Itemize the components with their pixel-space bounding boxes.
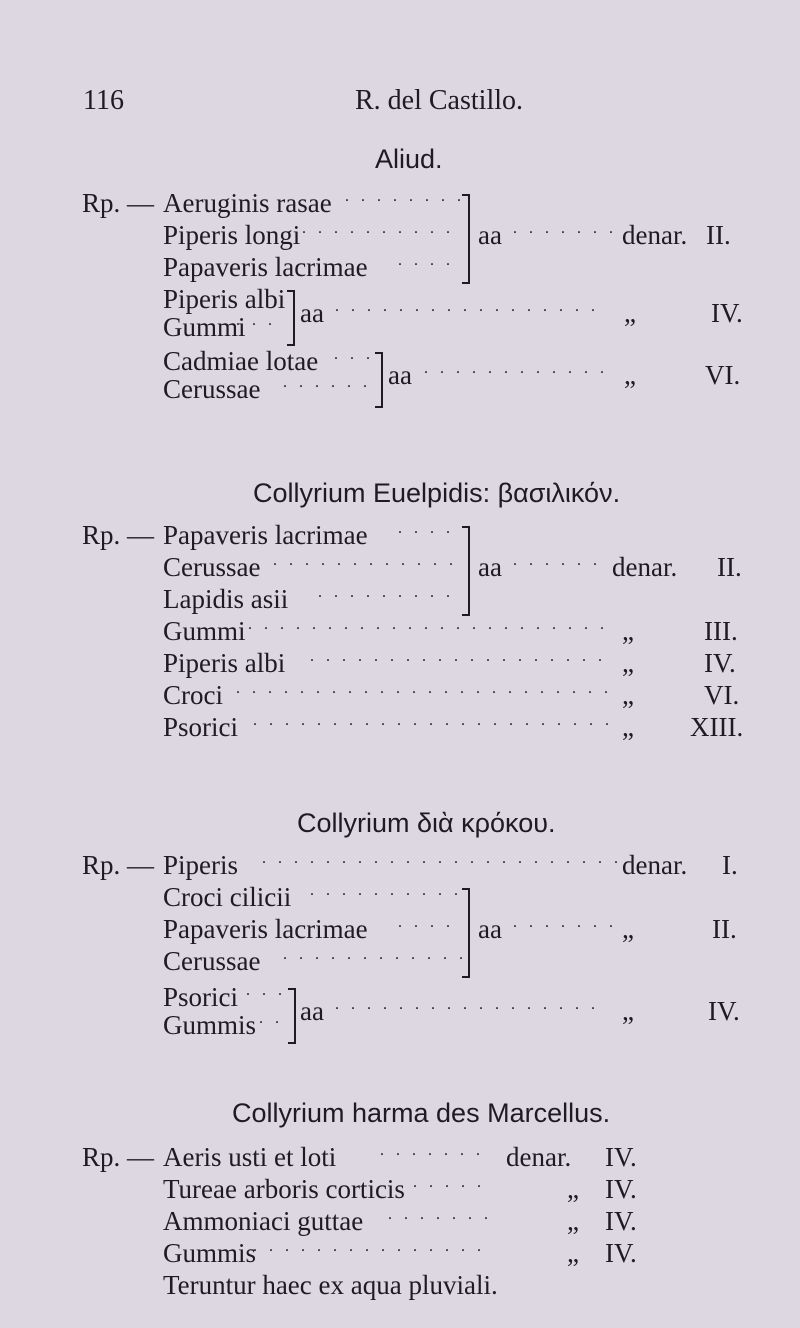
aa-marker: aa [478,552,502,582]
leader-dots [236,680,610,710]
dose-amount: XIII. [690,712,744,742]
aa-marker: aa [300,298,324,328]
ingredient-name: Gummis [163,1238,257,1268]
dose-amount: IV. [605,1142,637,1172]
ingredient-name: Cerussae [163,552,261,582]
dose-amount: II. [712,914,737,944]
ingredient-name: Psorici [163,982,239,1012]
leader-dots [283,374,373,404]
dose-amount: IV. [605,1174,637,1204]
ingredient-name: Piperis albi [163,284,286,314]
dose-amount: I. [722,850,738,880]
dose-amount: IV. [711,298,743,328]
leader-dots [335,996,607,1026]
leader-dots [246,982,286,1012]
dose-unit: „ [622,680,634,710]
leader-dots [380,1142,490,1172]
recipe-prefix: Rp. — [82,188,155,218]
dose-amount: VI. [704,680,740,710]
dose-unit: „ [624,298,636,328]
dose-amount: VI. [705,360,741,390]
recipe-prefix: Rp. — [82,520,155,550]
ingredient-name: Gummis [163,1010,257,1040]
leader-dots [398,252,462,282]
dose-unit: „ [622,712,634,742]
leader-dots [253,1238,491,1268]
ingredient-name: Croci cilicii [163,882,292,912]
grouping-bracket [288,988,296,1044]
page-number: 116 [83,85,124,116]
ingredient-name: Croci [163,680,223,710]
dose-amount: IV. [605,1238,637,1268]
ingredient-name: Gummi [163,312,246,342]
leader-dots [259,1010,287,1040]
leader-dots [236,312,284,342]
leader-dots [513,220,620,250]
dose-unit: „ [622,914,634,944]
leader-dots [345,188,463,218]
leader-dots [318,584,462,614]
dose-unit: denar. [622,850,688,880]
ingredient-name: Piperis albi [163,648,286,678]
leader-dots [513,552,609,582]
dose-amount: II. [717,552,742,582]
dose-unit: denar. [622,220,688,250]
grouping-bracket [462,194,470,284]
section-title: Collyrium Euelpidis: βασιλικόν. [253,478,621,508]
dose-unit: „ [567,1206,579,1236]
dose-unit: „ [567,1174,579,1204]
leader-dots [388,1206,490,1236]
leader-dots [334,346,374,376]
section-title: Collyrium harma des Marcellus. [232,1098,611,1128]
ingredient-name: Lapidis asii [163,584,289,614]
aa-marker: aa [478,914,502,944]
leader-dots [310,648,610,678]
leader-dots [424,360,608,390]
dose-amount: IV. [605,1206,637,1236]
dose-amount: II. [706,220,731,250]
leader-dots [398,520,462,550]
ingredient-name: Aeruginis rasae [163,188,332,218]
ingredient-name: Piperis [163,850,239,880]
section-title: Collyrium διὰ κρόκου. [297,808,556,838]
leader-dots [302,220,462,250]
aa-marker: aa [388,360,412,390]
ingredient-name: Aeris usti et loti [163,1142,337,1172]
dose-unit: „ [567,1238,579,1268]
leader-dots [310,882,462,912]
dose-unit: „ [622,996,634,1026]
ingredient-name: Piperis longi [163,220,301,250]
recipe-prefix: Rp. — [82,850,155,880]
ingredient-name: Gummi [163,616,246,646]
dose-unit: „ [622,648,634,678]
dose-unit: „ [624,360,636,390]
dose-unit: denar. [612,552,678,582]
ingredient-name: Cadmiae lotae [163,346,319,376]
running-title: R. del Castillo. [355,85,523,116]
dose-unit: „ [622,616,634,646]
leader-dots [283,946,463,976]
aa-marker: aa [478,220,502,250]
dose-amount: III. [704,616,738,646]
leader-dots [335,298,607,328]
ingredient-name: Cerussae [163,374,261,404]
leader-dots [273,552,461,582]
recipe-prefix: Rp. — [82,1142,155,1172]
aa-marker: aa [300,996,324,1026]
ingredient-name: Tureae arboris corticis [163,1174,405,1204]
grouping-bracket [375,352,383,408]
leader-dots [253,712,610,742]
section-title: Aliud. [375,144,443,174]
ingredient-name: Ammoniaci guttae [163,1206,364,1236]
leader-dots [513,914,613,944]
ingredient-name: Papaveris lacrimae [163,252,368,282]
dose-amount: IV. [704,648,736,678]
leader-dots [413,1174,491,1204]
ingredient-name: Cerussae [163,946,261,976]
ingredient-name: Psorici [163,712,239,742]
closing-instruction: Teruntur haec ex aqua pluviali. [163,1270,498,1300]
grouping-bracket [287,290,295,346]
dose-unit: denar. [506,1142,572,1172]
grouping-bracket [462,888,470,978]
ingredient-name: Papaveris lacrimae [163,914,368,944]
leader-dots [248,616,610,646]
leader-dots [262,850,620,880]
grouping-bracket [462,526,470,616]
dose-amount: IV. [708,996,740,1026]
ingredient-name: Papaveris lacrimae [163,520,368,550]
leader-dots [398,914,462,944]
